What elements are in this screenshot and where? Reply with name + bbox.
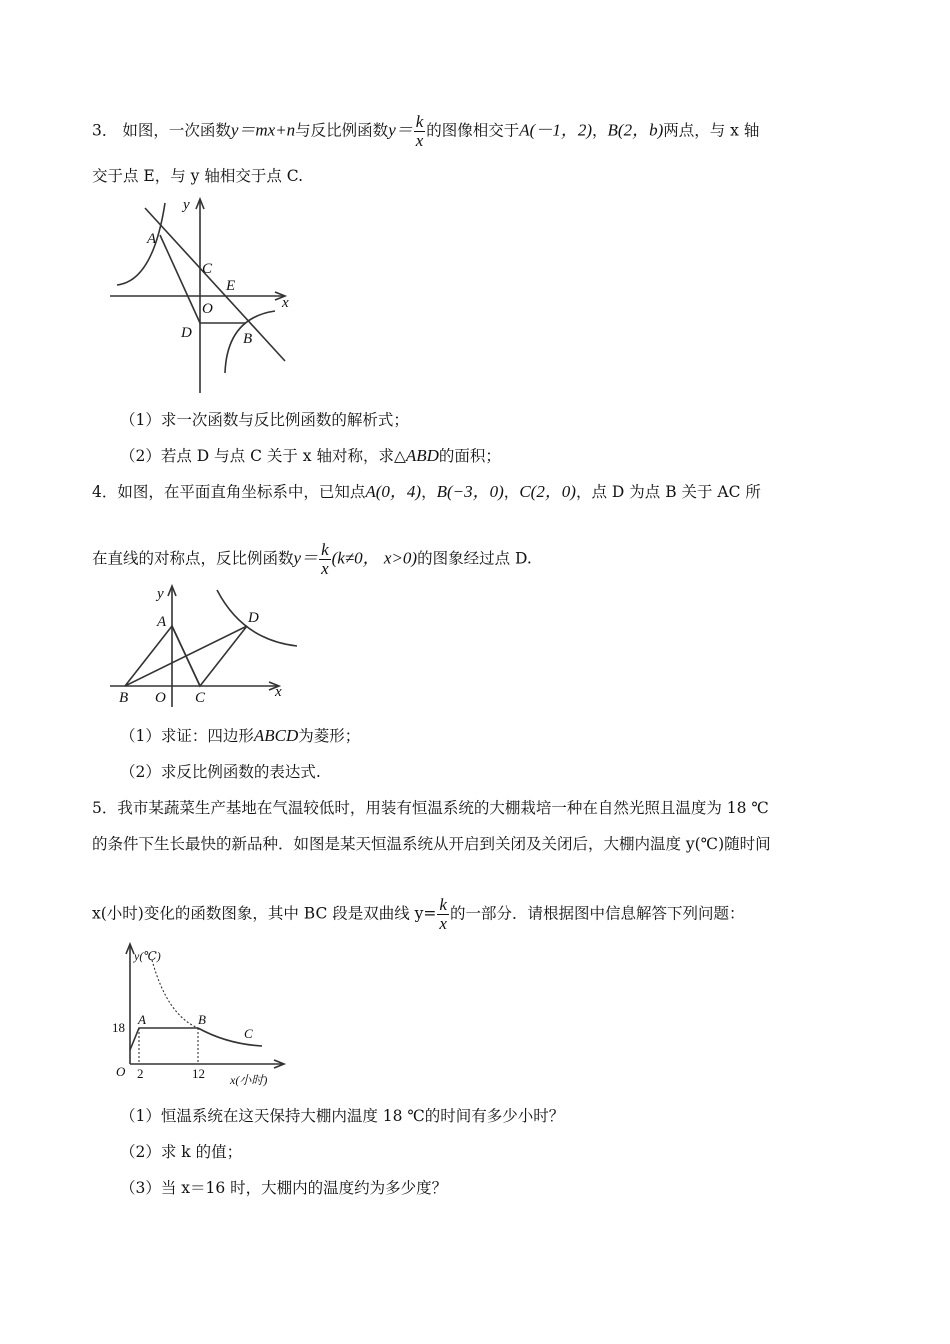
q4-line2-text-b: 的图象经过点 D. — [417, 549, 532, 568]
q3-label-x: x — [282, 295, 289, 311]
q3-hyperbola-branch-2 — [117, 203, 165, 285]
q4-label-c: C — [195, 690, 206, 706]
q3-figure — [105, 193, 305, 398]
q3-frac-den: x — [415, 131, 424, 150]
q5-part1: （1）恒温系统在这天保持大棚内温度 18 ℃的时间有多少小时？ — [120, 1107, 565, 1125]
q4-text-2: ，点 D 为点 B 关于 AC 所 — [575, 483, 761, 501]
q4-figure — [105, 582, 305, 712]
q4-line2-text-a: 在直线的对称点，反比例函数 — [92, 549, 294, 568]
q3-point-b: B(2，b) — [607, 120, 664, 140]
q5-label-x: x(小时) — [230, 1073, 268, 1087]
q4-frac-den: x — [321, 559, 329, 578]
q4-part2: （2）求反比例函数的表达式. — [120, 763, 321, 781]
q3-label-d: D — [181, 325, 192, 341]
q3-line1 — [92, 113, 759, 150]
q4-label-o: O — [155, 690, 166, 706]
q3-part2-text-b: 的面积； — [438, 447, 501, 465]
q3-label-o: O — [202, 301, 213, 317]
q5-frac-den: x — [439, 914, 447, 933]
q3-part2-text-a: （2）若点 D 与点 C 关于 x 轴对称，求△ — [120, 447, 406, 465]
q5-label-c: C — [244, 1026, 253, 1041]
q3-text-2: 与反比例函数 — [295, 121, 389, 140]
q4-label-d: D — [248, 610, 259, 626]
q3-linear-eq: y＝mx+n — [230, 120, 296, 140]
q4-label-b: B — [119, 690, 129, 706]
q4-fraction — [319, 541, 331, 578]
q3-number: 3． — [92, 121, 118, 140]
q3-part1: （1）求一次函数与反比例函数的解析式； — [120, 411, 409, 429]
q5-label-12: 12 — [192, 1066, 205, 1081]
q3-text-1: 如图，一次函数 — [122, 121, 231, 140]
q3-label-y: y — [183, 197, 190, 213]
q4-label-x: x — [275, 684, 282, 700]
q5-line3-text-a: x(小时)变化的函数图象，其中 BC 段是双曲线 y= — [92, 904, 437, 923]
q4-point-c: C(2，0) — [519, 482, 576, 501]
q5-label-a: A — [138, 1012, 146, 1027]
q3-label-e: E — [226, 278, 236, 294]
q5-label-18: 18 — [112, 1020, 125, 1035]
q3-inverse-eq: y＝ — [388, 120, 413, 140]
q5-part2: （2）求 k 的值； — [120, 1143, 243, 1161]
q3-point-a: A(－1，2) — [519, 120, 593, 140]
q3-segment-ad — [160, 235, 200, 323]
q4-point-b: B(−3，0) — [436, 482, 504, 501]
q5-line3 — [92, 896, 744, 933]
q5-part3: （3）当 x＝16 时，大棚内的温度约为多少度？ — [120, 1179, 448, 1197]
q3-label-b: B — [243, 331, 253, 347]
q4-text-1: 4．如图，在平面直角坐标系中，已知点 — [92, 483, 366, 501]
q4-part1-quad: ABCD — [253, 726, 299, 745]
q4-line1 — [92, 481, 761, 503]
q5-label-y: y(℃) — [134, 949, 161, 963]
q4-label-a: A — [157, 614, 167, 630]
q5-figure — [112, 940, 287, 1090]
q4-label-y: y — [157, 586, 164, 602]
q5-label-o: O — [116, 1064, 126, 1079]
q4-comma-2: ， — [503, 483, 520, 501]
q4-part1-text-b: 为菱形； — [298, 727, 361, 745]
q4-condition: (k≠0， x>0) — [331, 548, 418, 568]
q3-label-c: C — [202, 261, 213, 277]
q5-line1: 5．我市某蔬菜生产基地在气温较低时，用装有恒温系统的大棚栽培一种在自然光照且温度为 18 ℃ — [92, 799, 769, 817]
q4-line2 — [92, 541, 532, 578]
q3-line-y-mx-n — [145, 208, 285, 361]
q3-line2: 交于点 E，与 y 轴相交于点 C. — [92, 167, 304, 185]
q3-part2-triangle: ABD — [405, 446, 439, 465]
q5-segment-oa-ab — [130, 1028, 198, 1050]
q5-dashed-hyperbola — [152, 960, 198, 1028]
q4-part1 — [120, 725, 360, 747]
q3-comma: ， — [592, 121, 608, 140]
q5-fraction — [437, 896, 449, 933]
q5-label-2: 2 — [137, 1066, 144, 1081]
q4-frac-num: k — [321, 540, 329, 559]
q3-text-5: 两点，与 x 轴 — [663, 121, 760, 140]
q4-part1-text-a: （1）求证：四边形 — [120, 727, 254, 745]
q3-text-3: 的图像相交于 — [426, 121, 520, 140]
q3-fraction — [414, 113, 426, 150]
q4-comma-1: ， — [421, 483, 437, 501]
q4-segment-ac — [172, 626, 200, 686]
q5-line3-text-b: 的一部分．请根据图中信息解答下列问题： — [449, 904, 745, 923]
q3-frac-num: k — [415, 112, 424, 131]
q4-eq: y＝ — [293, 548, 319, 568]
q5-line2: 的条件下生长最快的新品种．如图是某天恒温系统从开启到关闭及关闭后，大棚内温度 y(℃)随时间 — [92, 835, 771, 853]
q5-label-b: B — [198, 1012, 206, 1027]
q3-part2 — [120, 445, 501, 467]
q4-point-a: A(0，4) — [365, 482, 422, 501]
q5-frac-num: k — [439, 895, 447, 914]
q3-label-a: A — [147, 231, 157, 247]
